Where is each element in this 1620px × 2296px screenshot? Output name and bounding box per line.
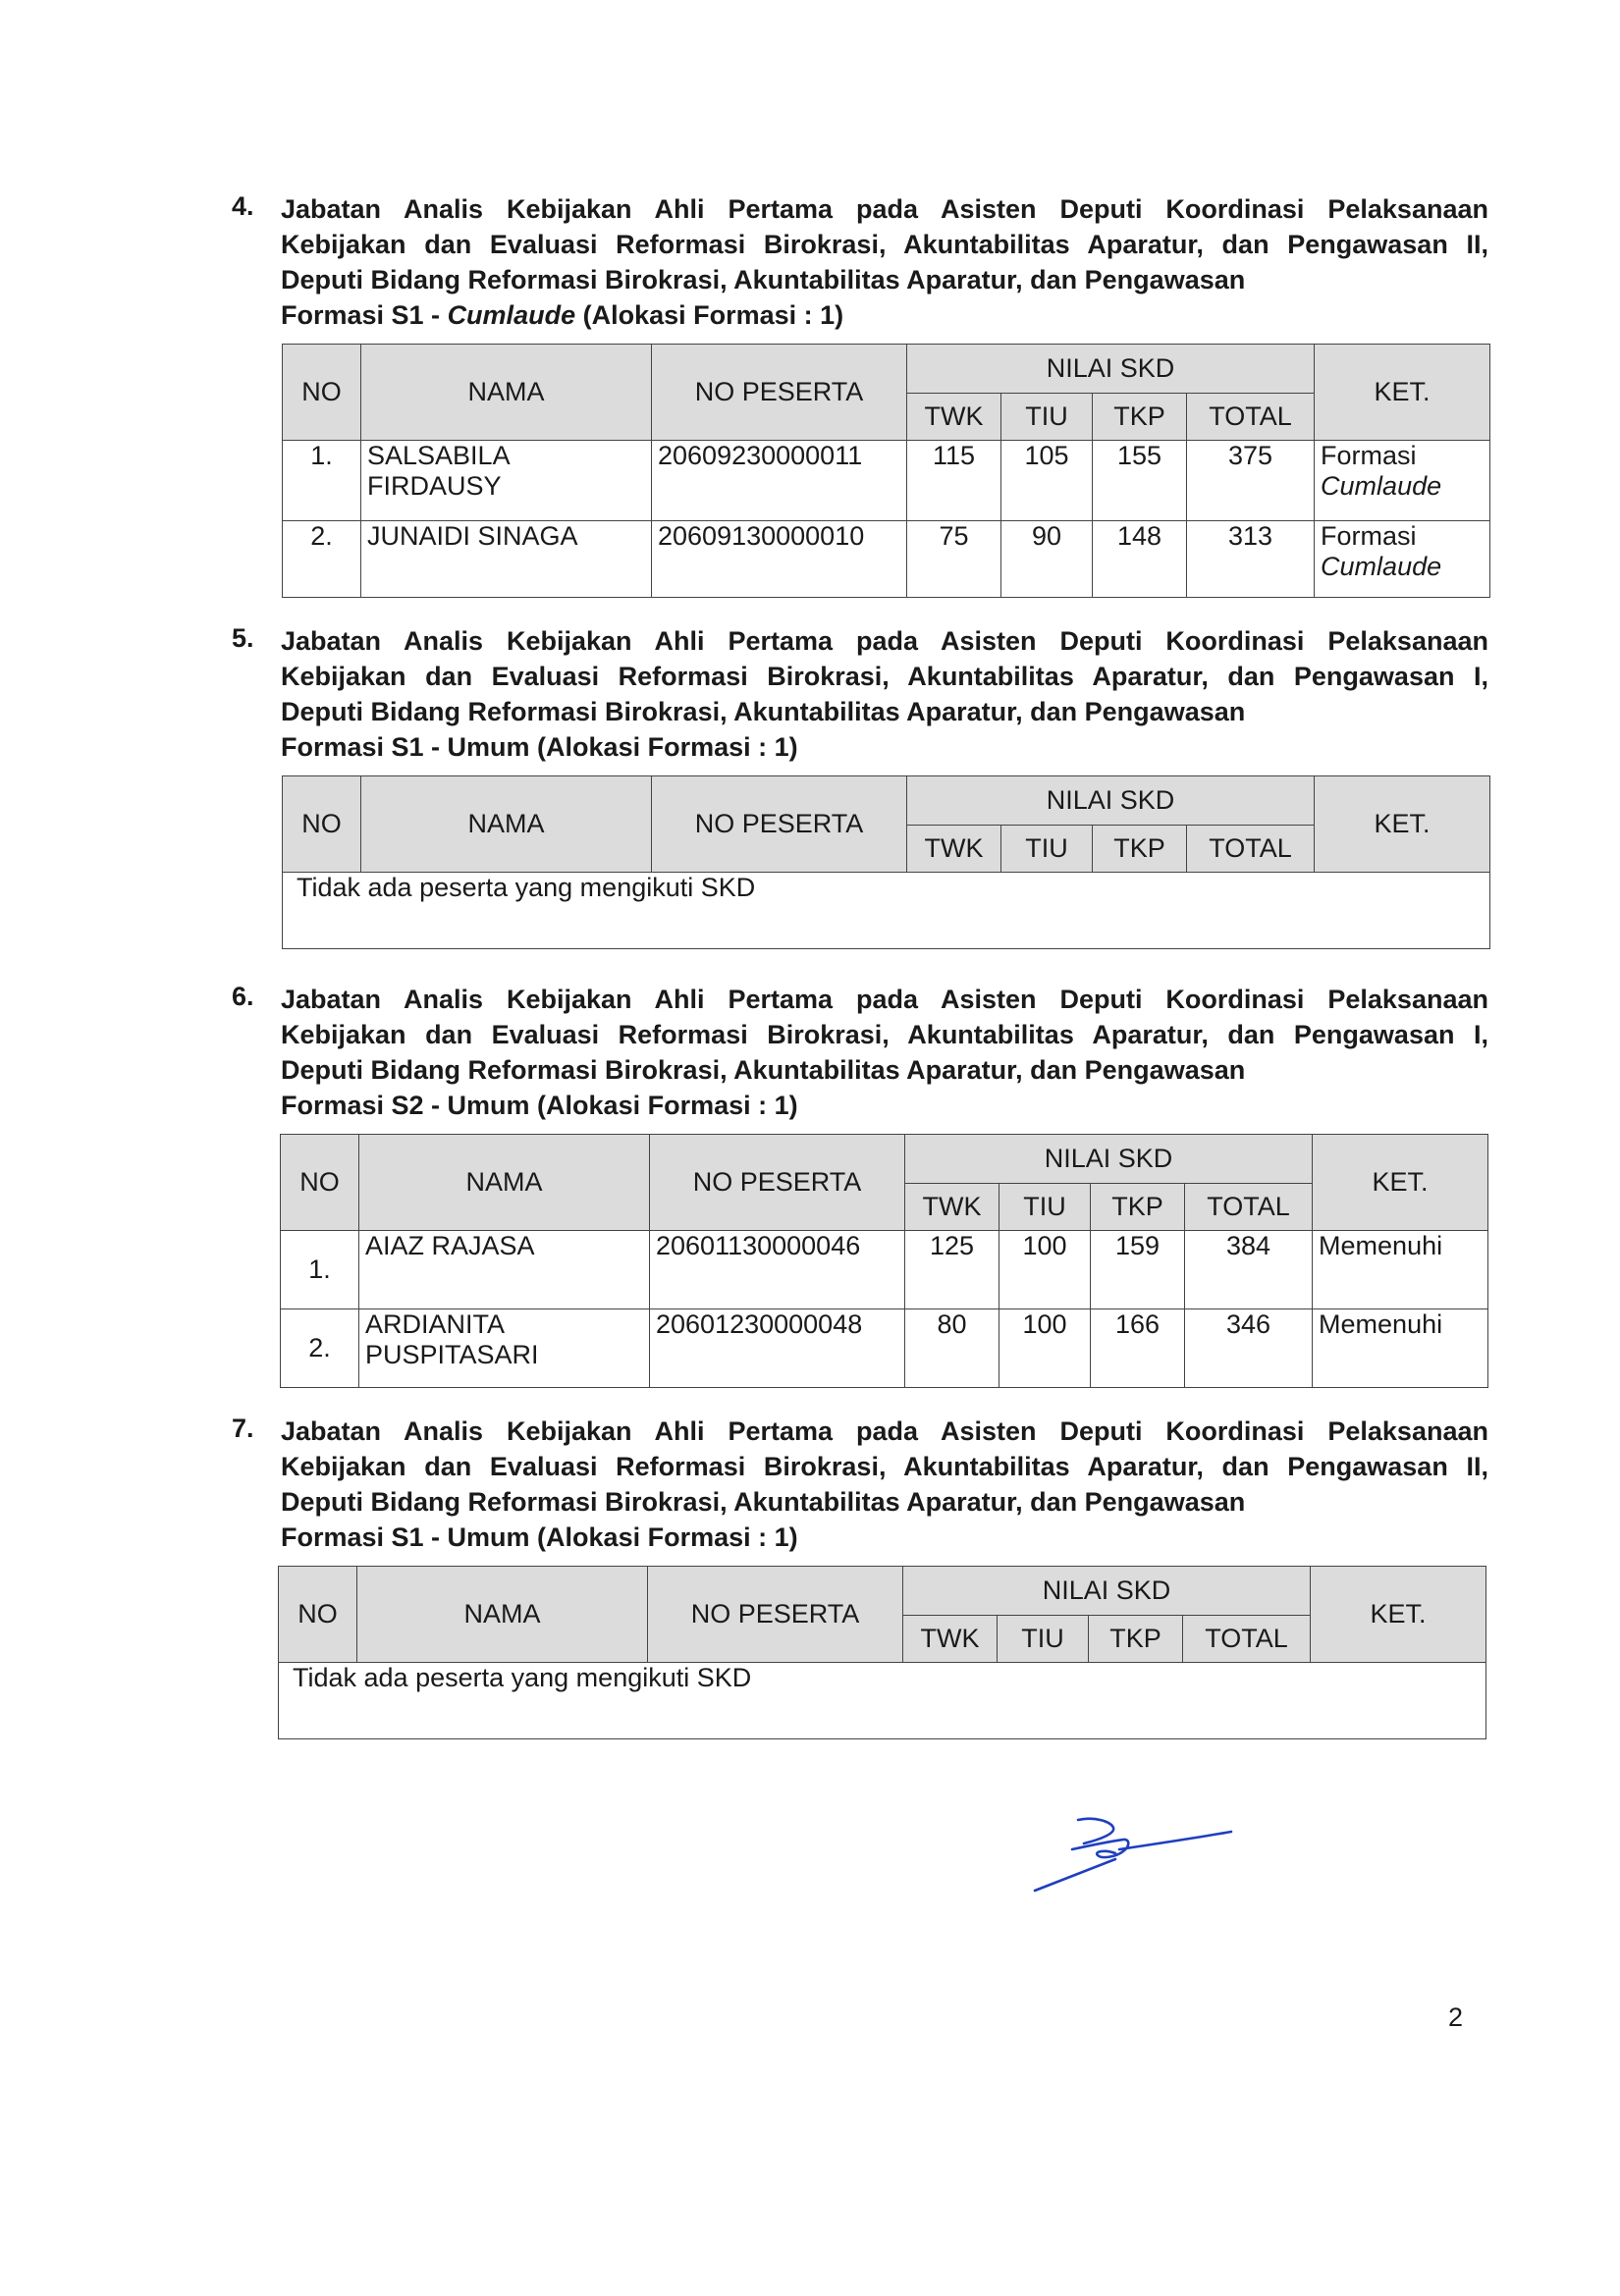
- cell-nama: JUNAIDI SINAGA: [361, 521, 652, 598]
- heading-line: Deputi Bidang Reformasi Birokrasi, Akuntabilitas Aparatur, dan Pengawasan: [281, 1055, 1246, 1085]
- header-nama: NAMA: [361, 776, 652, 873]
- nama-line: ARDIANITA: [365, 1309, 506, 1339]
- nama-line: PUSPITASARI: [365, 1340, 539, 1369]
- header-no: NO: [283, 345, 361, 441]
- section-number: 5.: [232, 623, 254, 653]
- header-twk: TWK: [907, 394, 1001, 441]
- cell-total: 346: [1185, 1309, 1313, 1388]
- header-nama: NAMA: [361, 345, 652, 441]
- header-ket: KET.: [1311, 1567, 1486, 1663]
- cell-total: 384: [1185, 1231, 1313, 1309]
- section-heading: [281, 623, 1488, 765]
- cell-twk: 115: [907, 441, 1001, 521]
- formasi-suffix: (Alokasi Formasi : 1): [575, 300, 844, 330]
- header-twk: TWK: [903, 1616, 998, 1663]
- cell-nama: [359, 1309, 650, 1388]
- heading-line: Deputi Bidang Reformasi Birokrasi, Akuntabilitas Aparatur, dan Pengawasan: [281, 1487, 1246, 1517]
- cell-no-peserta: 20601230000048: [650, 1309, 905, 1388]
- cell-twk: 75: [907, 521, 1001, 598]
- header-tiu: TIU: [1001, 826, 1093, 873]
- section-7: [232, 1414, 1488, 1555]
- cell-ket: Memenuhi: [1313, 1309, 1488, 1388]
- skd-table-4: [282, 344, 1490, 598]
- formasi-line: [281, 297, 1488, 333]
- header-no-peserta: NO PESERTA: [650, 1135, 905, 1231]
- empty-message: Tidak ada peserta yang mengikuti SKD: [279, 1663, 1486, 1739]
- heading-line: Kebijakan dan Evaluasi Reformasi Birokrasi, Akuntabilitas Aparatur, dan Pengawasan I,: [281, 662, 1488, 691]
- heading-line: Jabatan Analis Kebijakan Ahli Pertama pada Asisten Deputi Koordinasi Pelaksanaan: [281, 626, 1488, 656]
- heading-line: Kebijakan dan Evaluasi Reformasi Birokrasi, Akuntabilitas Aparatur, dan Pengawasan II,: [281, 230, 1488, 259]
- header-nilai-skd: NILAI SKD: [907, 776, 1315, 826]
- cell-tkp: 159: [1091, 1231, 1185, 1309]
- cell-tkp: 166: [1091, 1309, 1185, 1388]
- header-no: NO: [281, 1135, 359, 1231]
- header-no-peserta: NO PESERTA: [652, 345, 907, 441]
- formasi-line: Formasi S1 - Umum (Alokasi Formasi : 1): [281, 732, 798, 762]
- empty-message: Tidak ada peserta yang mengikuti SKD: [283, 873, 1490, 949]
- section-6: [232, 982, 1488, 1123]
- section-number: 6.: [232, 982, 254, 1011]
- header-total: TOTAL: [1187, 826, 1315, 873]
- header-no-peserta: NO PESERTA: [648, 1567, 903, 1663]
- cell-no-peserta: 20601130000046: [650, 1231, 905, 1309]
- heading-line: Deputi Bidang Reformasi Birokrasi, Akuntabilitas Aparatur, dan Pengawasan: [281, 697, 1246, 726]
- cell-tiu: 100: [999, 1231, 1091, 1309]
- table-row: [281, 1231, 1488, 1309]
- skd-table-6: [280, 1134, 1488, 1388]
- page-number: 2: [1448, 2002, 1464, 2032]
- signature-icon: [1021, 1806, 1247, 1924]
- cell-ket: [1315, 441, 1490, 521]
- header-total: TOTAL: [1187, 394, 1315, 441]
- cell-total: 375: [1187, 441, 1315, 521]
- header-nilai-skd: NILAI SKD: [903, 1567, 1311, 1616]
- cell-nama: [361, 441, 652, 521]
- section-5: [232, 623, 1488, 765]
- cell-tiu: 100: [999, 1309, 1091, 1388]
- table-row: [283, 441, 1490, 521]
- section-number: 4.: [232, 191, 254, 221]
- cell-twk: 80: [905, 1309, 999, 1388]
- cell-ket: Memenuhi: [1313, 1231, 1488, 1309]
- section-4: [232, 191, 1488, 333]
- formasi-prefix: Formasi S1 -: [281, 300, 448, 330]
- cell-nama: AIAZ RAJASA: [359, 1231, 650, 1309]
- cell-no: 2.: [283, 521, 361, 598]
- section-heading: [281, 191, 1488, 333]
- signature: [1021, 1806, 1247, 1929]
- nama-line: SALSABILA: [367, 441, 511, 470]
- header-total: TOTAL: [1183, 1616, 1311, 1663]
- header-nilai-skd: NILAI SKD: [905, 1135, 1313, 1184]
- cell-tiu: 90: [1001, 521, 1093, 598]
- header-twk: TWK: [905, 1184, 999, 1231]
- section-heading: [281, 1414, 1488, 1555]
- header-no: NO: [283, 776, 361, 873]
- cell-tkp: 155: [1093, 441, 1187, 521]
- cell-ket: [1315, 521, 1490, 598]
- header-tiu: TIU: [1001, 394, 1093, 441]
- header-nama: NAMA: [359, 1135, 650, 1231]
- section-number: 7.: [232, 1414, 254, 1443]
- header-nama: NAMA: [357, 1567, 648, 1663]
- cell-tkp: 148: [1093, 521, 1187, 598]
- header-tiu: TIU: [999, 1184, 1091, 1231]
- ket-line: Cumlaude: [1321, 552, 1442, 581]
- skd-table-7: [278, 1566, 1486, 1739]
- cell-no: 2.: [281, 1309, 359, 1388]
- header-tkp: TKP: [1091, 1184, 1185, 1231]
- header-ket: KET.: [1315, 345, 1490, 441]
- cell-tiu: 105: [1001, 441, 1093, 521]
- header-twk: TWK: [907, 826, 1001, 873]
- heading-line: Jabatan Analis Kebijakan Ahli Pertama pada Asisten Deputi Koordinasi Pelaksanaan: [281, 194, 1488, 224]
- nama-line: FIRDAUSY: [367, 471, 502, 501]
- table-row: [283, 521, 1490, 598]
- header-tiu: TIU: [998, 1616, 1089, 1663]
- header-ket: KET.: [1313, 1135, 1488, 1231]
- formasi-line: Formasi S2 - Umum (Alokasi Formasi : 1): [281, 1091, 798, 1120]
- cell-no: 1.: [283, 441, 361, 521]
- ket-line: Formasi: [1321, 441, 1417, 470]
- cell-total: 313: [1187, 521, 1315, 598]
- cell-no: 1.: [281, 1231, 359, 1309]
- ket-line: Formasi: [1321, 521, 1417, 551]
- ket-line: Cumlaude: [1321, 471, 1442, 501]
- heading-line: Jabatan Analis Kebijakan Ahli Pertama pada Asisten Deputi Koordinasi Pelaksanaan: [281, 1416, 1488, 1446]
- header-total: TOTAL: [1185, 1184, 1313, 1231]
- cell-twk: 125: [905, 1231, 999, 1309]
- heading-line: Jabatan Analis Kebijakan Ahli Pertama pada Asisten Deputi Koordinasi Pelaksanaan: [281, 985, 1488, 1014]
- header-no: NO: [279, 1567, 357, 1663]
- header-tkp: TKP: [1093, 394, 1187, 441]
- cell-no-peserta: 20609230000011: [652, 441, 907, 521]
- header-tkp: TKP: [1093, 826, 1187, 873]
- header-no-peserta: NO PESERTA: [652, 776, 907, 873]
- formasi-italic: Cumlaude: [447, 300, 576, 330]
- heading-line: Kebijakan dan Evaluasi Reformasi Birokrasi, Akuntabilitas Aparatur, dan Pengawasan II,: [281, 1452, 1488, 1481]
- heading-line: Kebijakan dan Evaluasi Reformasi Birokrasi, Akuntabilitas Aparatur, dan Pengawasan I,: [281, 1020, 1488, 1049]
- cell-no-peserta: 20609130000010: [652, 521, 907, 598]
- section-heading: [281, 982, 1488, 1123]
- heading-line: Deputi Bidang Reformasi Birokrasi, Akuntabilitas Aparatur, dan Pengawasan: [281, 265, 1246, 294]
- formasi-line: Formasi S1 - Umum (Alokasi Formasi : 1): [281, 1522, 798, 1552]
- table-row: [281, 1309, 1488, 1388]
- header-tkp: TKP: [1089, 1616, 1183, 1663]
- skd-table-5: [282, 775, 1490, 949]
- header-ket: KET.: [1315, 776, 1490, 873]
- header-nilai-skd: NILAI SKD: [907, 345, 1315, 394]
